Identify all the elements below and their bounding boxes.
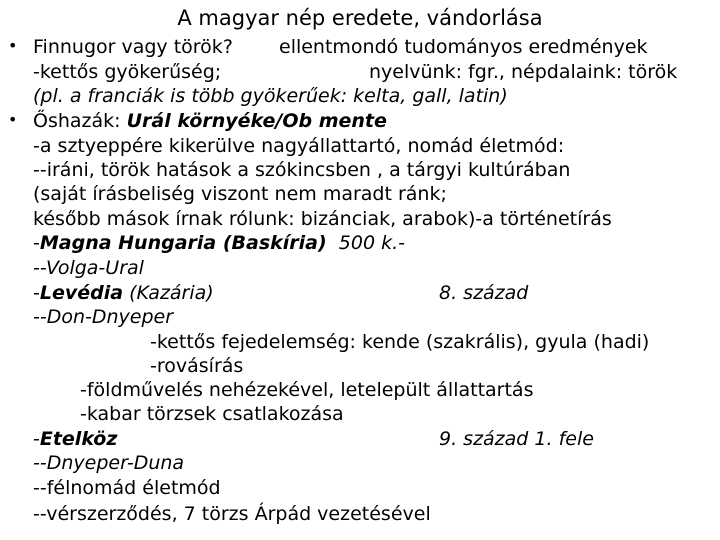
dash: -: [33, 282, 40, 304]
line-franciak: (pl. a franciák is több gyökerűek: kelta, gall, latin): [33, 85, 508, 107]
line-irani-torok: --iráni, török hatások a szókincsben , a tárgyi kultúrában: [33, 159, 571, 181]
line-magna-hungaria: [33, 231, 405, 255]
line-oshazak: [33, 109, 387, 133]
line-tortenetiras: később mások írnak rólunk: bizánciak, arabok)-a történetírás: [33, 208, 612, 230]
etelkoz-label: Etelköz: [39, 428, 118, 450]
line-verszerzodes: --vérszerződés, 7 törzs Árpád vezetésével: [33, 503, 431, 525]
bullet-icon: •: [8, 36, 18, 55]
bullet-icon: •: [8, 110, 18, 129]
levedia-kazaria: (Kazária): [123, 282, 214, 304]
slide-title: A magyar nép eredete, vándorlása: [177, 6, 543, 30]
line-fejedelemseg: -kettős fejedelemség: kende (szakrális), gyula (hadi): [150, 331, 650, 353]
line-foldmuveles: -földművelés nehézekével, letelepült állattartás: [80, 379, 534, 401]
line-kettos-gyokeruseg: -kettős gyökerűség;: [33, 61, 222, 83]
magna-hungaria-label: Magna Hungaria (Baskíria): [39, 232, 327, 254]
levedia-date: 8. század: [439, 282, 529, 304]
line-etelkoz: [33, 427, 117, 451]
oshazak-label: Őshazák:: [33, 110, 127, 132]
line-felnomad: --félnomád életmód: [33, 477, 221, 499]
line-kabar: -kabar törzsek csatlakozása: [80, 403, 344, 425]
oshazak-value: Urál környéke/Ob mente: [126, 110, 387, 132]
line-rovasiras: -rovásírás: [150, 355, 244, 377]
magna-hungaria-date: 500 k.-: [338, 232, 405, 254]
etelkoz-date: 9. század 1. fele: [439, 428, 594, 450]
line-don-dnyeper: --Don-Dnyeper: [33, 306, 174, 328]
line-ellentmondo: ellentmondó tudományos eredmények: [279, 36, 648, 58]
line-levedia: [33, 281, 214, 305]
line-dnyeper-duna: --Dnyeper-Duna: [33, 452, 185, 474]
line-irasbeliseg: (saját írásbeliség viszont nem maradt ránk;: [33, 183, 447, 205]
levedia-label: Levédia: [39, 282, 124, 304]
line-finnugor: Finnugor vagy török?: [33, 36, 233, 58]
line-volga-ural: --Volga-Ural: [33, 257, 144, 279]
line-sztyeppe: -a sztyeppére kikerülve nagyállattartó, nomád életmód:: [33, 135, 565, 157]
dash: -: [33, 428, 40, 450]
dash: -: [33, 232, 40, 254]
line-nyelvunk: nyelvünk: fgr., népdalaink: török: [369, 61, 678, 83]
